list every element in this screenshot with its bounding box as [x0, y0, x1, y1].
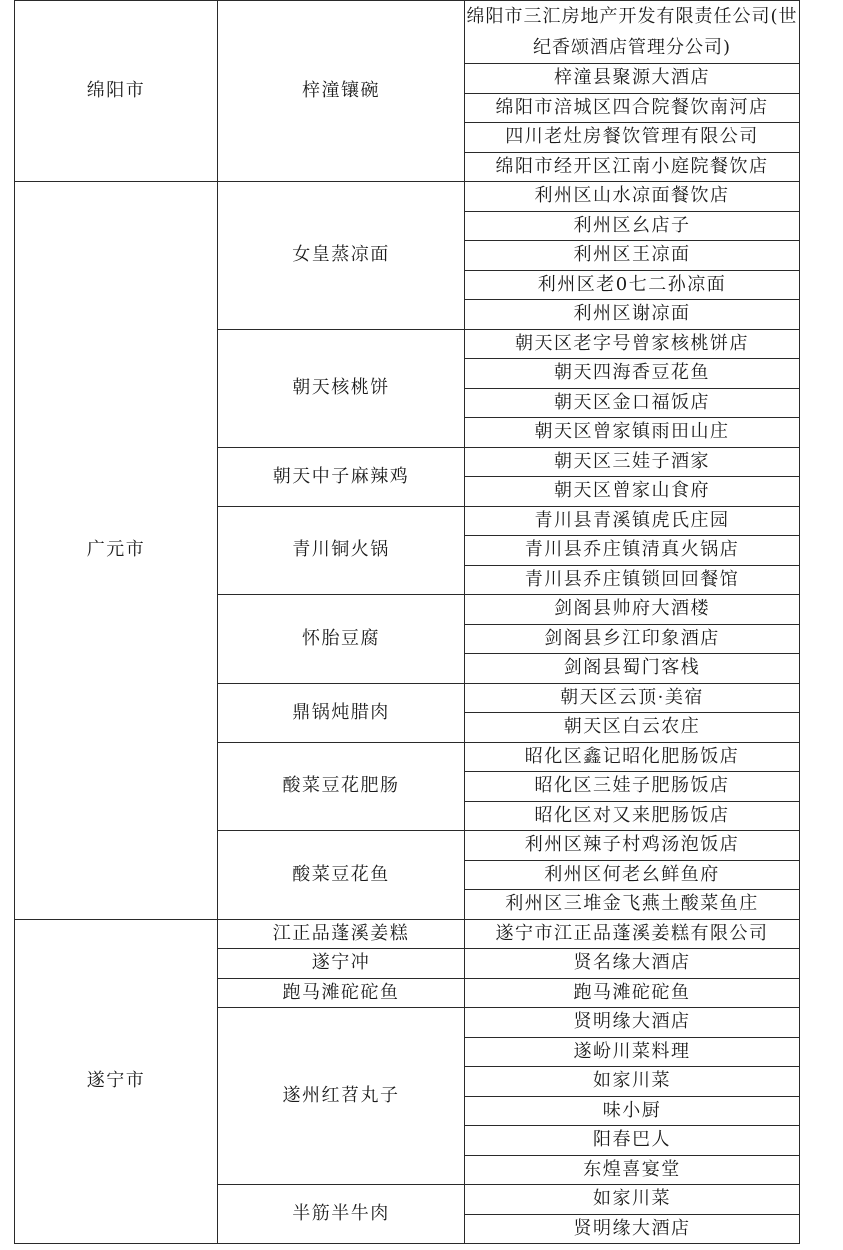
restaurant-cell: 贤明缘大酒店	[465, 1008, 800, 1038]
dish-cell: 遂州红苕丸子	[218, 1008, 465, 1185]
restaurant-cell: 朝天区三娃子酒家	[465, 447, 800, 477]
restaurant-cell: 朝天区曾家山食府	[465, 477, 800, 507]
restaurant-cell: 贤明缘大酒店	[465, 1214, 800, 1244]
dish-cell: 朝天核桃饼	[218, 329, 465, 447]
restaurant-cell: 绵阳市经开区江南小庭院餐饮店	[465, 152, 800, 182]
dish-cell: 跑马滩砣砣鱼	[218, 978, 465, 1008]
restaurant-cell: 利州区幺店子	[465, 211, 800, 241]
dish-cell: 酸菜豆花鱼	[218, 831, 465, 920]
city-cell: 绵阳市	[15, 1, 218, 182]
restaurant-cell: 东煌喜宴堂	[465, 1155, 800, 1185]
restaurant-cell: 朝天区云顶·美宿	[465, 683, 800, 713]
restaurant-cell: 昭化区鑫记昭化肥肠饭店	[465, 742, 800, 772]
dish-cell: 梓潼镶碗	[218, 1, 465, 182]
dish-cell: 朝天中子麻辣鸡	[218, 447, 465, 506]
restaurant-cell: 味小厨	[465, 1096, 800, 1126]
restaurant-cell: 利州区何老幺鲜鱼府	[465, 860, 800, 890]
restaurant-cell: 阳春巴人	[465, 1126, 800, 1156]
restaurant-cell: 利州区三堆金飞燕土酸菜鱼庄	[465, 890, 800, 920]
dish-cell: 江正品蓬溪姜糕	[218, 919, 465, 949]
restaurant-cell: 昭化区对又来肥肠饭店	[465, 801, 800, 831]
restaurant-cell: 利州区辣子村鸡汤泡饭店	[465, 831, 800, 861]
dish-cell: 遂宁冲	[218, 949, 465, 979]
restaurant-cell: 青川县乔庄镇锁回回餐馆	[465, 565, 800, 595]
restaurant-cell: 跑马滩砣砣鱼	[465, 978, 800, 1008]
table-row	[15, 1, 800, 64]
restaurant-cell: 剑阁县帅府大酒楼	[465, 595, 800, 625]
restaurant-table-body	[15, 1, 800, 1244]
restaurant-cell: 剑阁县乡江印象酒店	[465, 624, 800, 654]
restaurant-cell: 绵阳市三汇房地产开发有限责任公司(世纪香颂酒店管理分公司)	[465, 1, 800, 64]
restaurant-cell: 朝天区白云农庄	[465, 713, 800, 743]
restaurant-cell: 贤名缘大酒店	[465, 949, 800, 979]
dish-cell: 女皇蒸凉面	[218, 182, 465, 330]
restaurant-cell: 朝天区老字号曾家核桃饼店	[465, 329, 800, 359]
restaurant-cell: 昭化区三娃子肥肠饭店	[465, 772, 800, 802]
city-cell: 广元市	[15, 182, 218, 920]
restaurant-cell: 利州区谢凉面	[465, 300, 800, 330]
restaurant-table	[14, 0, 800, 1244]
restaurant-cell: 梓潼县聚源大酒店	[465, 64, 800, 94]
restaurant-cell: 绵阳市涪城区四合院餐饮南河店	[465, 93, 800, 123]
dish-cell: 怀胎豆腐	[218, 595, 465, 684]
restaurant-cell: 朝天区曾家镇雨田山庄	[465, 418, 800, 448]
restaurant-cell: 朝天区金口福饭店	[465, 388, 800, 418]
city-cell: 遂宁市	[15, 919, 218, 1244]
dish-cell: 酸菜豆花肥肠	[218, 742, 465, 831]
restaurant-cell: 利州区山水凉面餐饮店	[465, 182, 800, 212]
dish-cell: 鼎锅炖腊肉	[218, 683, 465, 742]
restaurant-cell: 利州区老0七二孙凉面	[465, 270, 800, 300]
restaurant-cell: 青川县青溪镇虎氏庄园	[465, 506, 800, 536]
restaurant-cell: 遂岎川菜料理	[465, 1037, 800, 1067]
restaurant-cell: 利州区王凉面	[465, 241, 800, 271]
restaurant-cell: 如家川菜	[465, 1185, 800, 1215]
dish-cell: 半筋半牛肉	[218, 1185, 465, 1244]
restaurant-cell: 遂宁市江正品蓬溪姜糕有限公司	[465, 919, 800, 949]
restaurant-cell: 剑阁县蜀门客栈	[465, 654, 800, 684]
restaurant-cell: 如家川菜	[465, 1067, 800, 1097]
restaurant-cell: 四川老灶房餐饮管理有限公司	[465, 123, 800, 153]
dish-cell: 青川铜火锅	[218, 506, 465, 595]
restaurant-cell: 朝天四海香豆花鱼	[465, 359, 800, 389]
table-row	[15, 182, 800, 212]
table-row	[15, 919, 800, 949]
restaurant-cell: 青川县乔庄镇清真火锅店	[465, 536, 800, 566]
